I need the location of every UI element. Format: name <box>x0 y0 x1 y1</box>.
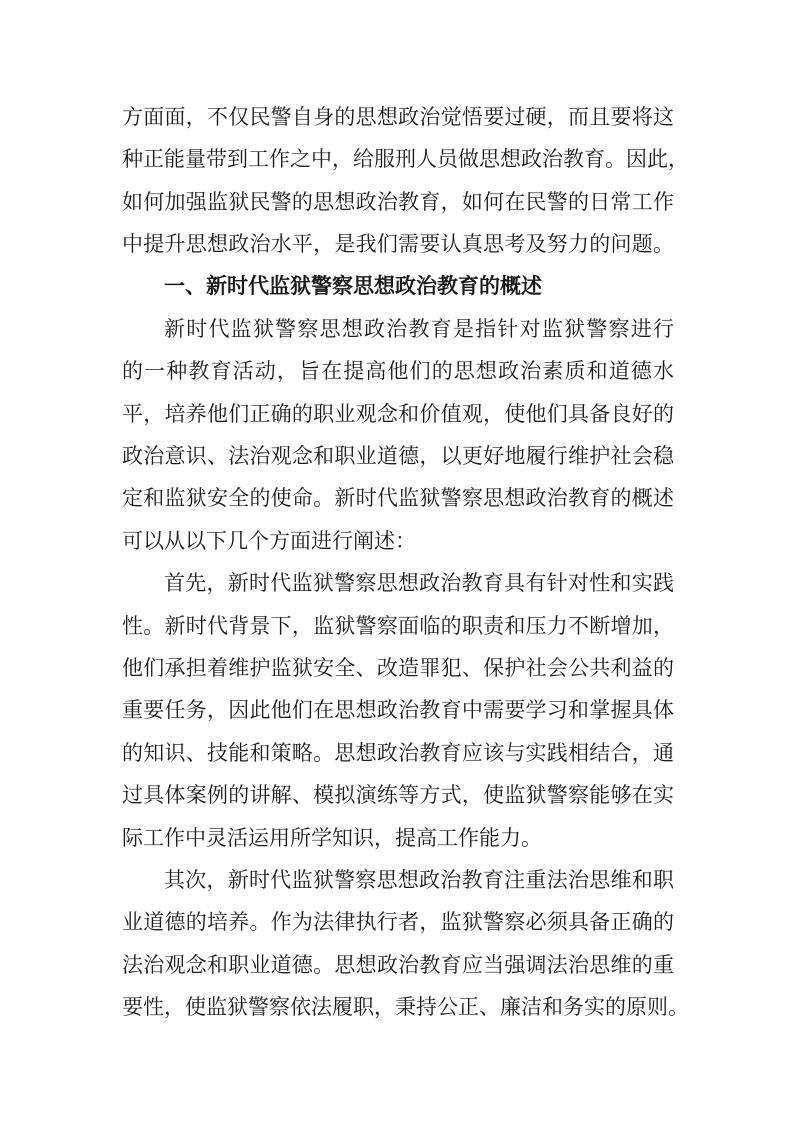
paragraph-line: 可以从以下几个方面进行阐述： <box>122 529 416 553</box>
paragraph-line: 过具体案例的讲解、模拟演练等方式，使监狱警察能够在实 <box>122 783 674 807</box>
paragraph-line: 的知识、技能和策略。思想政治教育应该与实践相结合，通 <box>122 741 674 765</box>
paragraph-line: 他们承担着维护监狱安全、改造罪犯、保护社会公共利益的 <box>122 656 674 680</box>
paragraph-line: 新时代监狱警察思想政治教育是指针对监狱警察进行 <box>164 317 674 341</box>
paragraph-line: 中提升思想政治水平，是我们需要认真思考及努力的问题。 <box>122 232 674 256</box>
paragraph-line: 的一种教育活动，旨在提高他们的思想政治素质和道德水 <box>122 359 674 383</box>
paragraph-line: 业道德的培养。作为法律执行者，监狱警察必须具备正确的 <box>122 910 674 934</box>
paragraph-line: 如何加强监狱民警的思想政治教育，如何在民警的日常工作 <box>122 190 674 214</box>
paragraph-line: 种正能量带到工作之中，给服刑人员做思想政治教育。因此， <box>122 147 689 171</box>
paragraph-line: 法治观念和职业道德。思想政治教育应当强调法治思维的重 <box>122 953 674 977</box>
paragraph-line: 际工作中灵活运用所学知识，提高工作能力。 <box>122 826 542 850</box>
paragraph-line: 政治意识、法治观念和职业道德，以更好地履行维护社会稳 <box>122 444 674 468</box>
section-heading: 一、新时代监狱警察思想政治教育的概述 <box>164 273 542 298</box>
paragraph-line: 平，培养他们正确的职业观念和价值观，使他们具备良好的 <box>122 402 674 426</box>
paragraph-line: 定和监狱安全的使命。新时代监狱警察思想政治教育的概述 <box>122 486 674 510</box>
paragraph-line: 性。新时代背景下，监狱警察面临的职责和压力不断增加， <box>122 614 674 638</box>
paragraph-line: 重要任务，因此他们在思想政治教育中需要学习和掌握具体 <box>122 698 674 722</box>
paragraph-line: 首先，新时代监狱警察思想政治教育具有针对性和实践 <box>164 571 674 595</box>
paragraph-line: 方面面，不仅民警自身的思想政治觉悟要过硬，而且要将这 <box>122 105 674 129</box>
paragraph-line: 其次，新时代监狱警察思想政治教育注重法治思维和职 <box>164 868 674 892</box>
paragraph-line: 要性，使监狱警察依法履职，秉持公正、廉洁和务实的原则。 <box>122 995 689 1019</box>
